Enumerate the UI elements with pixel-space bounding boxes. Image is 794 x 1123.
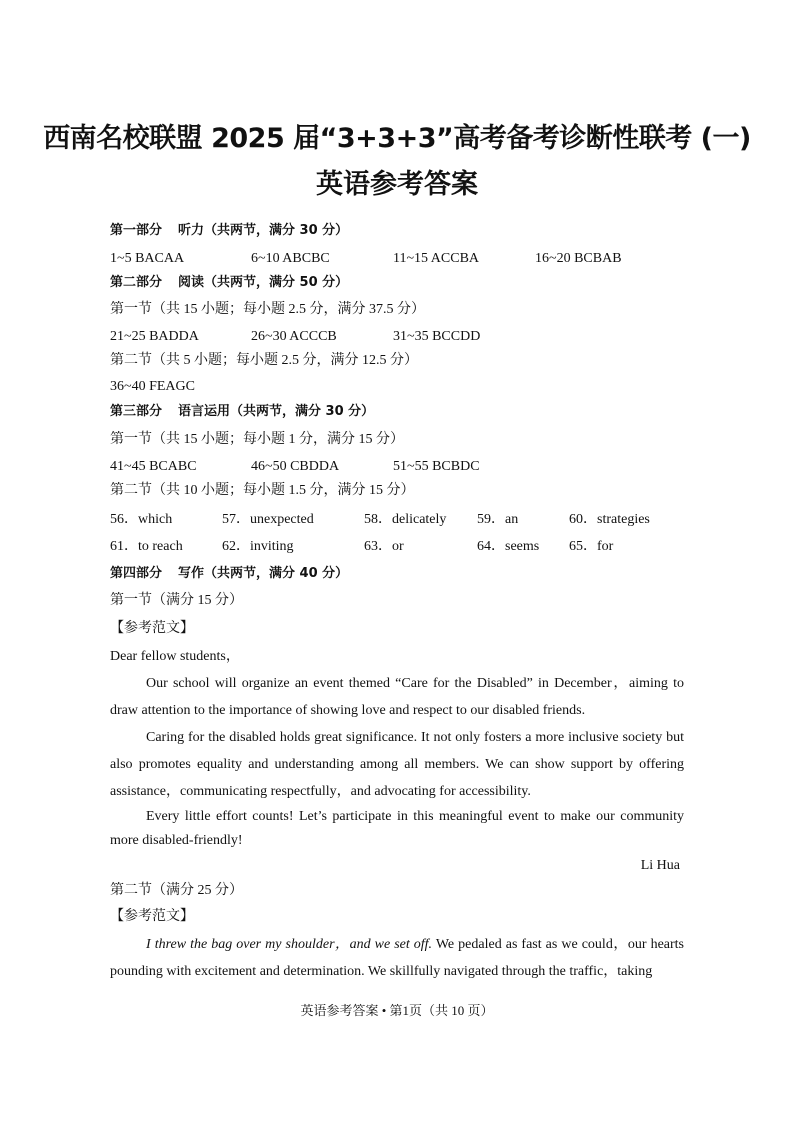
document-title: 西南名校联盟 2025 届“3+3+3”高考备考诊断性联考 (一) — [43, 123, 751, 154]
part4-section2: 第二节（满分 25 分） — [110, 883, 243, 898]
blank-answer: 61．to reach — [110, 539, 183, 554]
part4-heading: 第四部分 — [110, 566, 163, 581]
part4-header — [110, 565, 348, 583]
part3-info: 语言运用（共两节，满分 30 分） — [178, 404, 375, 419]
part3-section2: 第二节（共 10 小题；每小题 1.5 分，满分 15 分） — [110, 483, 415, 498]
answer-group: 6~10 ABCBC — [251, 251, 330, 266]
blank-answer: 64．seems — [477, 539, 540, 554]
continuation-paragraph — [110, 931, 684, 985]
part4-info: 写作（共两节，满分 40 分） — [178, 566, 349, 581]
letter-paragraph-3: Every little effort counts! Let’s participate in this meaningful event to make our community more disabled-friendly! — [110, 809, 684, 848]
part3-section1: 第一节（共 15 小题；每小题 1 分，满分 15 分） — [110, 432, 404, 447]
blank-answer: 62．inviting — [222, 539, 294, 554]
part2-info: 阅读（共两节，满分 50 分） — [178, 275, 349, 290]
answer-group: 31~35 BCCDD — [393, 329, 481, 344]
letter-paragraph-1: Our school will organize an event themed “Care for the Disabled” in December，aiming to draw attention to the importance of showing love and respect to our disabled friends. — [110, 676, 684, 718]
blank-answer: 65．for — [569, 539, 614, 554]
letter-signature: Li Hua — [640, 858, 680, 873]
blank-answer: 56．which — [110, 512, 173, 527]
answer-group: 16~20 BCBAB — [535, 251, 622, 266]
part4-section1: 第一节（满分 15 分） — [110, 593, 243, 608]
answer-group: 1~5 BACAA — [110, 251, 185, 266]
blank-answer: 58．delicately — [364, 512, 447, 527]
document-subtitle: 英语参考答案 — [316, 169, 478, 200]
answer-group: 36~40 FEAGC — [110, 379, 195, 394]
part2-section1: 第一节（共 15 小题；每小题 2.5 分，满分 37.5 分） — [110, 302, 425, 317]
part1-info: 听力（共两节，满分 30 分） — [178, 223, 349, 238]
part3-heading: 第三部分 — [110, 404, 163, 419]
blank-answer: 60．strategies — [569, 512, 650, 527]
part1-header — [110, 222, 348, 240]
blank-answer: 57．unexpected — [222, 512, 314, 527]
part2-section2: 第二节（共 5 小题；每小题 2.5 分，满分 12.5 分） — [110, 353, 418, 368]
sample-label: 【参考范文】 — [110, 909, 194, 924]
sample-label: 【参考范文】 — [110, 621, 194, 636]
answer-group: 51~55 BCBDC — [393, 459, 480, 474]
part2-header — [110, 274, 348, 292]
letter-greeting: Dear fellow students， — [110, 649, 240, 664]
part2-heading: 第二部分 — [110, 275, 163, 290]
answer-group: 26~30 ACCCB — [251, 329, 337, 344]
part1-heading: 第一部分 — [110, 223, 163, 238]
letter-paragraph-2: Caring for the disabled holds great significance. It not only fosters a more inclusive society but also promotes equality and understanding among all members. We can show support by offering assistance，communicating respectfully，and advocating for accessibility. — [110, 730, 684, 799]
blank-answer: 63．or — [364, 539, 404, 554]
part3-header — [110, 403, 374, 421]
page-footer: 英语参考答案 • 第1页（共 10 页） — [300, 1003, 494, 1018]
blank-answer: 59．an — [477, 512, 519, 527]
continuation-text: We pedaled as fast as we could，our hearts pounding with excitement and determination. We skillfully navigated through the traffic，taking — [110, 937, 685, 979]
continuation-opening: I threw the bag over my shoulder，and we set off. — [146, 937, 433, 952]
answer-group: 21~25 BADDA — [110, 329, 199, 344]
answer-group: 41~45 BCABC — [110, 459, 197, 474]
answer-group: 11~15 ACCBA — [393, 251, 480, 266]
answer-group: 46~50 CBDDA — [251, 459, 340, 474]
